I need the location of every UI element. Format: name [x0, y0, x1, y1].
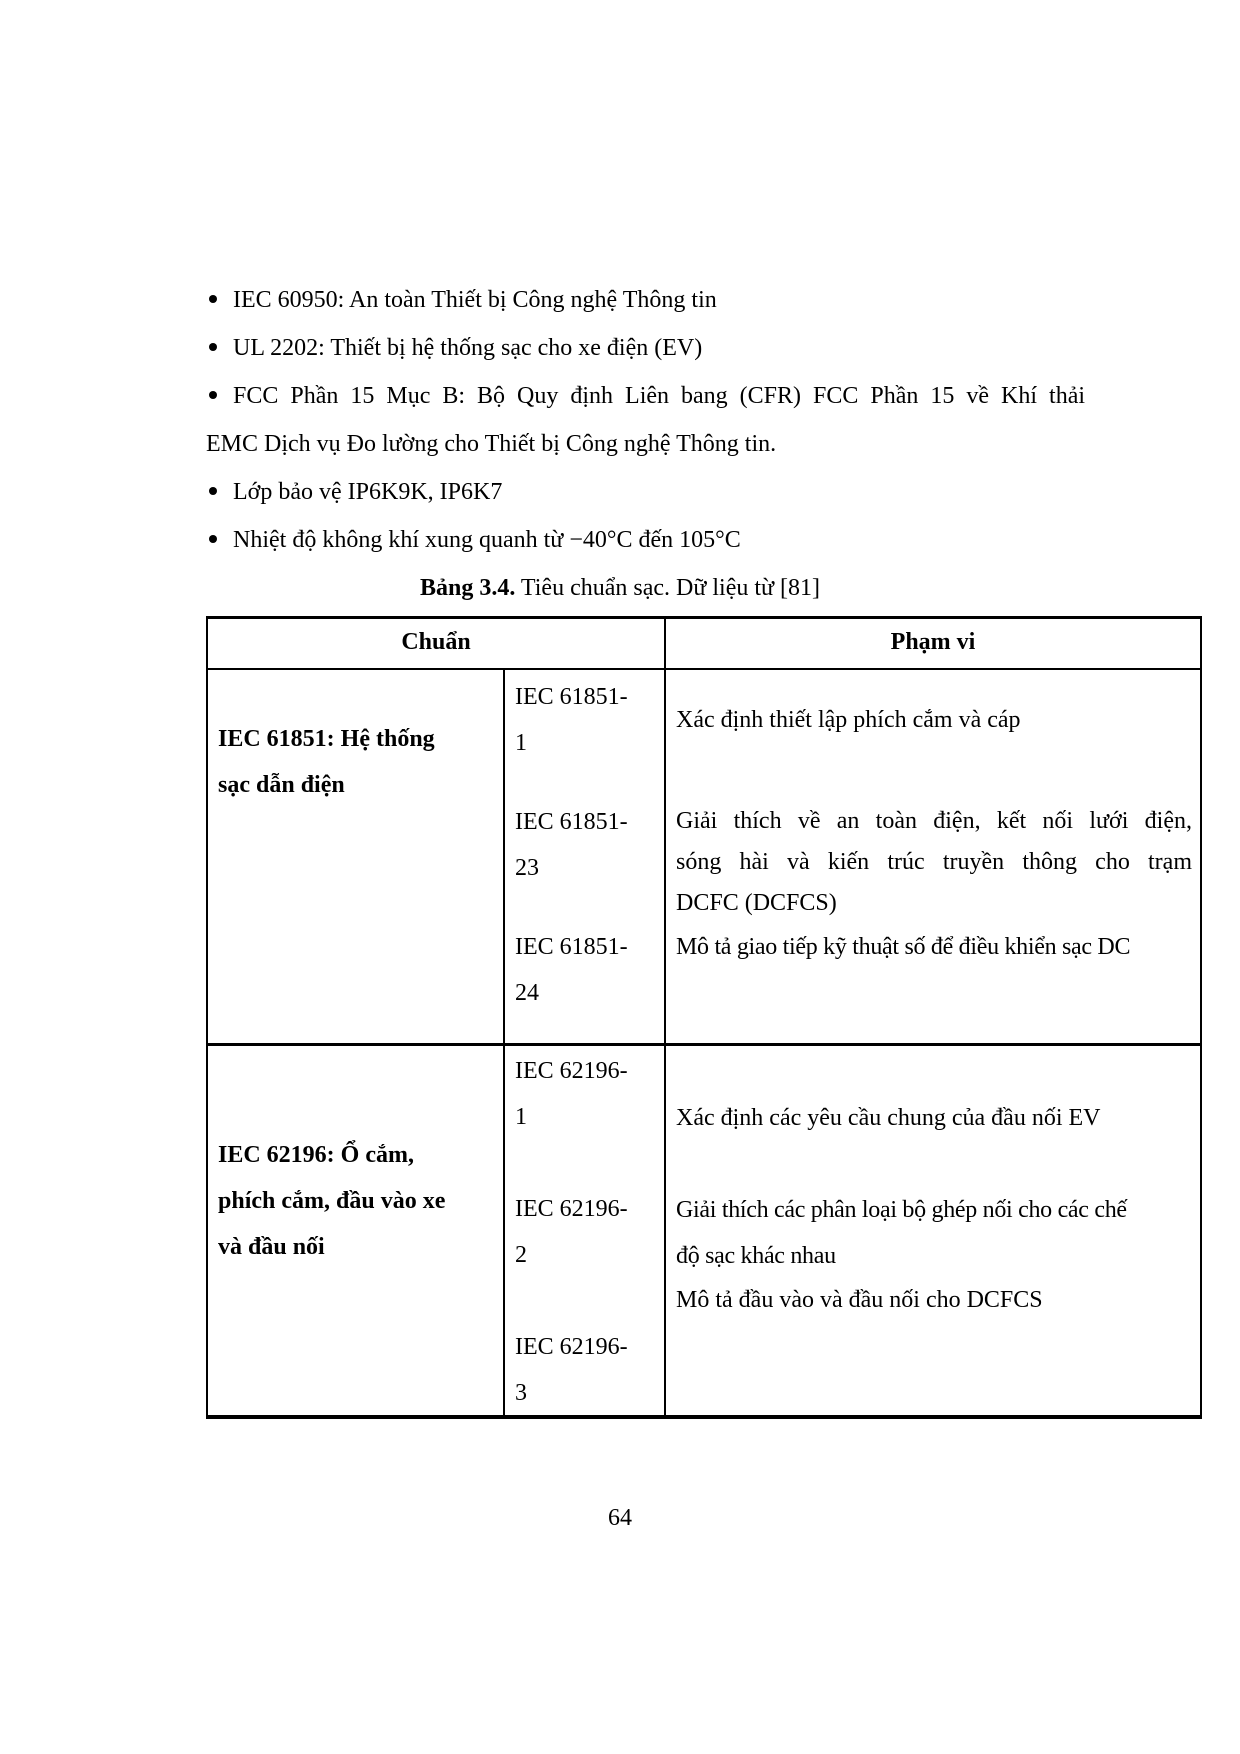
list-item-text: IEC 60950: An toàn Thiết bị Công nghệ Thông tin [233, 287, 717, 313]
description-cell [666, 1277, 1200, 1323]
list-item [206, 324, 1201, 372]
part-cell [505, 1186, 664, 1278]
list-item [206, 468, 1201, 516]
list-item [206, 516, 1201, 564]
part-id-line: IEC 62196- [515, 1058, 628, 1084]
column-divider [503, 670, 505, 1415]
part-cell [505, 1048, 664, 1140]
standard-name-cell [208, 1132, 503, 1270]
part-id-line: IEC 62196- [515, 1334, 628, 1360]
part-cell [505, 799, 664, 891]
part-id-line: IEC 61851- [515, 934, 628, 960]
list-item-text: UL 2202: Thiết bị hệ thống sạc cho xe điện (EV) [233, 335, 703, 361]
row-divider [208, 1043, 1200, 1046]
description-line: Mô tả đầu vào và đầu nối cho DCFCS [676, 1287, 1043, 1313]
part-id-line: 1 [515, 730, 527, 756]
description-cell [666, 1095, 1200, 1141]
caption-label: Bảng 3.4. [420, 575, 516, 601]
bullet-list [206, 276, 1201, 564]
description-line: Giải thích về an toàn điện, kết nối lưới điện, [676, 808, 1192, 834]
standard-name-line: phích cắm, đầu vào xe [218, 1188, 446, 1214]
part-id-line: IEC 61851- [515, 809, 628, 835]
part-id-line: 2 [515, 1242, 527, 1268]
caption-text: Tiêu chuẩn sạc. Dữ liệu từ [81] [515, 575, 820, 601]
header-cell-scope: Phạm vi [890, 629, 976, 655]
description-line: Xác định thiết lập phích cắm và cáp [676, 707, 1021, 733]
bullet-icon [209, 295, 217, 303]
page-number: 64 [608, 1505, 632, 1531]
part-cell [505, 924, 664, 1016]
list-item-continuation: EMC Dịch vụ Đo lường cho Thiết bị Công nghệ Thông tin. [206, 431, 777, 457]
standard-name-line: IEC 61851: Hệ thống [218, 726, 435, 752]
bullet-icon [209, 487, 217, 495]
list-item [206, 276, 1201, 324]
standard-name-line: IEC 62196: Ổ cắm, [218, 1142, 414, 1168]
part-id-line: IEC 62196- [515, 1196, 628, 1222]
part-id-line: IEC 61851- [515, 684, 628, 710]
standard-name-line: và đầu nối [218, 1234, 325, 1260]
description-line: sóng hài và kiến trúc truyền thông cho trạm [676, 849, 1192, 875]
table-caption [0, 568, 1240, 608]
description-line: Mô tả giao tiếp kỹ thuật số để điều khiển sạc DC [676, 934, 1131, 960]
description-cell [666, 799, 1200, 924]
list-item [206, 372, 1201, 420]
description-line: DCFC (DCFCS) [676, 890, 837, 916]
list-item-text: Lớp bảo vệ IP6K9K, IP6K7 [233, 479, 503, 505]
part-cell [505, 1324, 664, 1416]
standard-name-cell [208, 716, 503, 808]
description-cell [666, 697, 1200, 743]
bullet-icon [209, 391, 217, 399]
standards-table [206, 616, 1202, 1419]
part-id-line: 24 [515, 980, 539, 1006]
list-item-text: FCC Phần 15 Mục B: Bộ Quy định Liên bang (CFR) FCC Phần 15 về Khí thải [233, 383, 1086, 409]
part-id-line: 3 [515, 1380, 527, 1406]
description-cell [666, 1187, 1200, 1279]
part-id-line: 23 [515, 855, 539, 881]
part-id-line: 1 [515, 1104, 527, 1130]
bullet-icon [209, 343, 217, 351]
header-cell-standard: Chuẩn [401, 629, 471, 655]
description-line: Xác định các yêu cầu chung của đầu nối EV [676, 1105, 1101, 1131]
description-line: Giải thích các phân loại bộ ghép nối cho các chế [676, 1197, 1127, 1223]
description-line: độ sạc khác nhau [676, 1243, 836, 1269]
part-cell [505, 674, 664, 766]
header-divider [208, 668, 1200, 670]
standard-name-line: sạc dẫn điện [218, 772, 345, 798]
bullet-icon [209, 535, 217, 543]
list-item-text: Nhiệt độ không khí xung quanh từ −40°C đến 105°C [233, 527, 741, 553]
description-cell [666, 924, 1200, 970]
